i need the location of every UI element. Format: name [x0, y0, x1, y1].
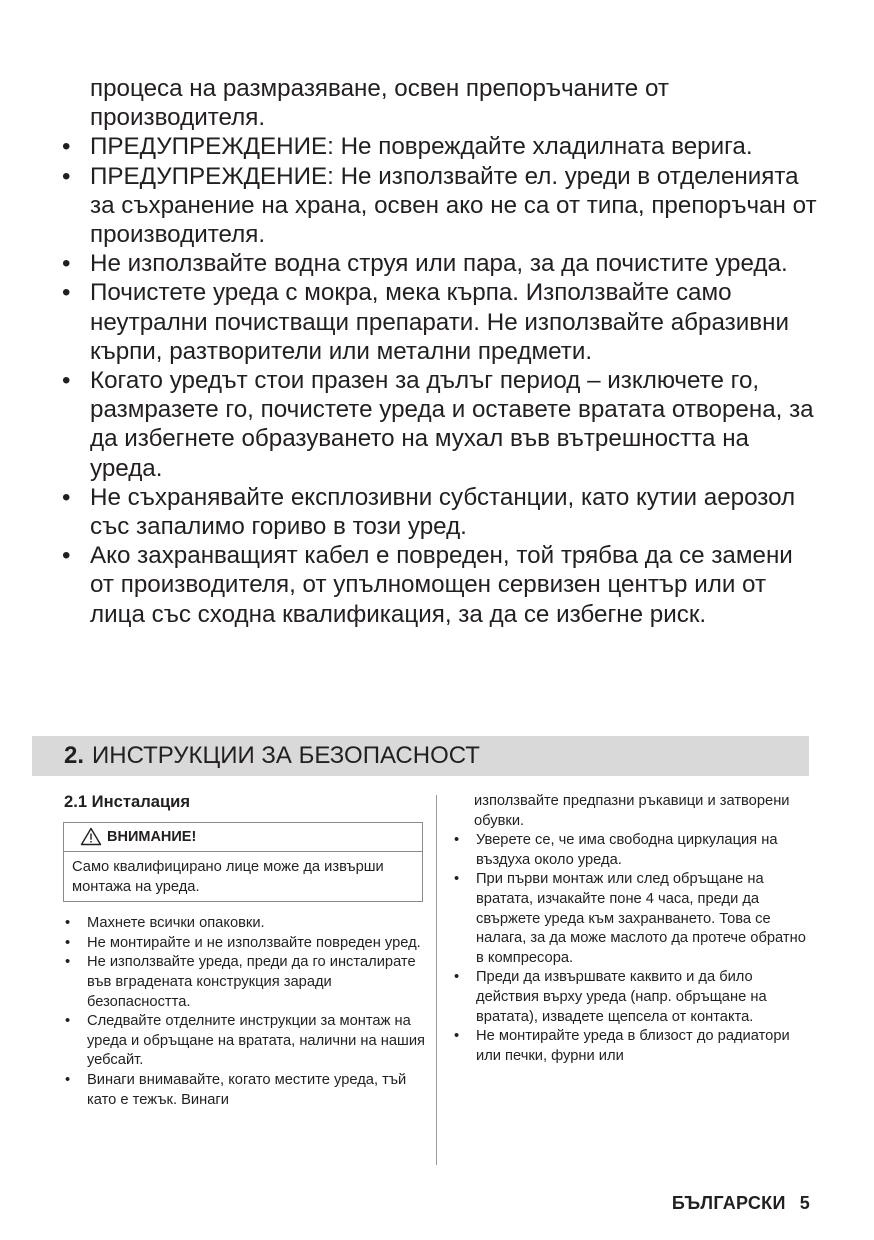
continued-paragraph: процеса на размразяване, освен препоръчаните от производителя.: [90, 75, 669, 132]
section-header: [32, 736, 809, 776]
warning-triangle-icon: [80, 827, 102, 846]
continued-paragraph: използвайте предпазни ръкавици и затворени обувки.: [474, 793, 790, 829]
list-item: • Не използвайте уреда, преди да го инсталирате във вградената конструкция заради безопасността.: [63, 953, 425, 1012]
list-item: • Махнете всички опаковки.: [63, 914, 425, 934]
installation-list-right: [452, 831, 812, 1066]
section-number: 2.: [64, 742, 85, 769]
list-item: • ПРЕДУПРЕЖДЕНИЕ: Не повреждайте хладилната верига.: [60, 132, 820, 161]
footer-language: БЪЛГАРСКИ: [671, 1193, 786, 1213]
list-item: • Когато уредът стои празен за дълъг период – изключете го, размразете го, почистете уреда и оставете вратата отворена, за да избегнете образуването на мухал във вътрешността на уреда.: [60, 366, 820, 483]
page-number: 5: [799, 1193, 810, 1213]
top-instructions: [60, 74, 820, 629]
list-item: • Не монтирайте уреда в близост до радиатори или печки, фурни или: [452, 1027, 812, 1066]
list-item: • Почистете уреда с мокра, мека кърпа. Използвайте само неутрални почистващи препарати. Не използвайте абразивни кърпи, разтворители или метални предмети.: [60, 278, 820, 366]
safety-bullet-list: [60, 132, 820, 628]
right-column: [452, 792, 812, 1066]
list-item: • При първи монтаж или след обръщане на вратата, изчакайте поне 4 часа, преди да свържете уреда към захранването. Това се налага, за да може маслото да протече обратно в компресора.: [452, 870, 812, 968]
warning-box: [63, 822, 423, 902]
list-item: • Преди да извършвате каквито и да било действия върху уреда (напр. обръщане на вратата), извадете щепсела от контакта.: [452, 968, 812, 1027]
warning-header: [64, 823, 422, 852]
warning-label: ВНИМАНИЕ!: [107, 829, 197, 845]
warning-text: Само квалифицирано лице може да извърши монтажа на уреда.: [72, 859, 384, 895]
installation-list-left: [63, 914, 425, 1110]
list-item: • Не съхранявайте експлозивни субстанции, като кутии аерозол със запалимо гориво в този уред.: [60, 483, 820, 541]
section-title: ИНСТРУКЦИИ ЗА БЕЗОПАСНОСТ: [92, 742, 480, 769]
list-item: • Следвайте отделните инструкции за монтаж на уреда и обръщане на вратата, налични на нашия уебсайт.: [63, 1012, 425, 1071]
column-divider: [436, 795, 437, 1165]
page-footer: [672, 1193, 810, 1214]
left-column: [63, 792, 425, 1110]
list-item: • Уверете се, че има свободна циркулация на въздуха около уреда.: [452, 831, 812, 870]
subsection-title: 2.1 Инсталация: [64, 792, 191, 811]
list-item: • Ако захранващият кабел е повреден, той трябва да се замени от производителя, от упълномощен сервизен център или от лица със сходна квалификация, за да се избегне риск.: [60, 541, 820, 629]
list-item: • Не използвайте водна струя или пара, за да почистите уреда.: [60, 249, 820, 278]
list-item: • Винаги внимавайте, когато местите уреда, тъй като е тежък. Винаги: [63, 1071, 425, 1110]
list-item: • Не монтирайте и не използвайте повреден уред.: [63, 934, 425, 954]
list-item: • ПРЕДУПРЕЖДЕНИЕ: Не използвайте ел. уреди в отделенията за съхранение на храна, освен ако не са от типа, препоръчан от производителя.: [60, 162, 820, 250]
